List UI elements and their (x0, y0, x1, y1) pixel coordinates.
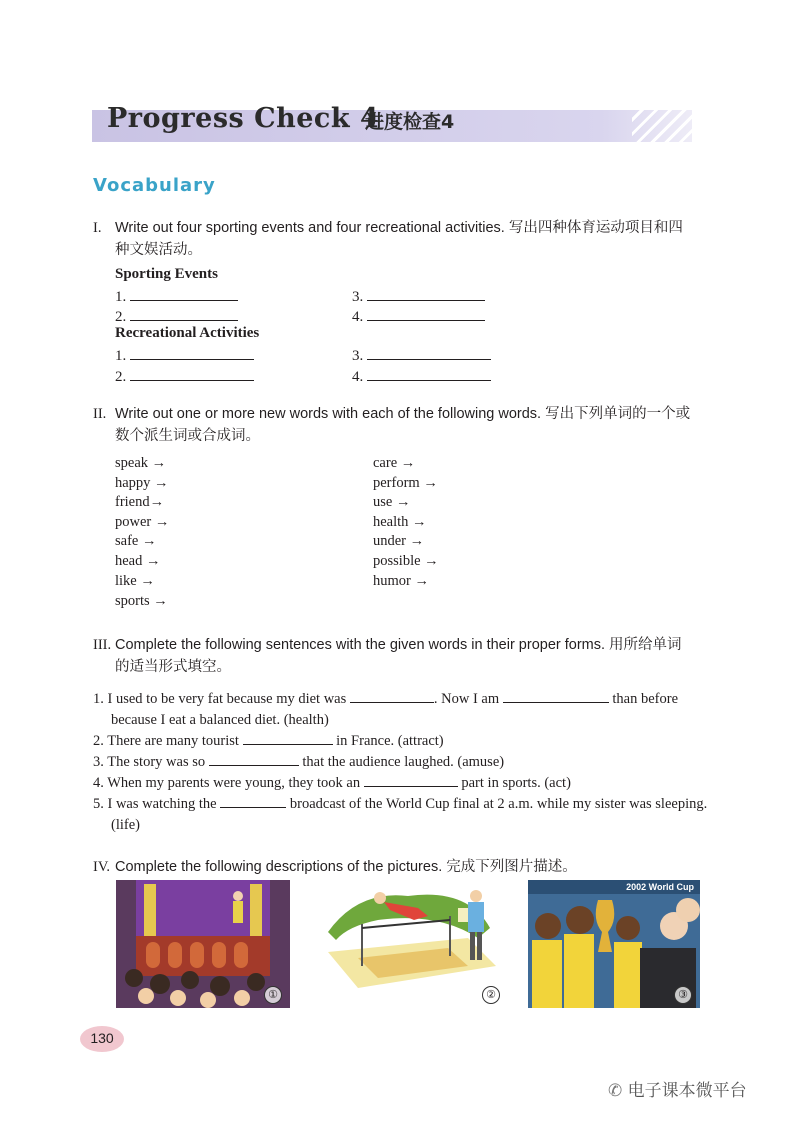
part2-numeral: II. (93, 406, 107, 422)
page-number: 130 (80, 1026, 124, 1052)
word-right-1: care → (373, 455, 416, 471)
page-title-cn: 进度检查4 (365, 111, 455, 133)
picture-high-jump (318, 880, 508, 1008)
word-left-6: head → (115, 553, 161, 569)
world-cup-illustration (528, 880, 700, 1008)
picture-world-cup (528, 880, 700, 1008)
sentence-3-blank[interactable] (209, 751, 299, 766)
word-right-6: possible → (373, 553, 439, 569)
part1-numeral: I. (93, 220, 102, 236)
sporting-blank-4[interactable]: 4. (352, 306, 485, 326)
sporting-events-label: Sporting Events (115, 266, 218, 282)
word-left-7: like → (115, 573, 155, 589)
sporting-blank-1[interactable]: 1. (115, 286, 238, 306)
word-left-3: friend→ (115, 494, 165, 510)
sentence-2-blank[interactable] (243, 730, 333, 745)
word-left-5: safe → (115, 533, 157, 549)
recreational-blank-1[interactable]: 1. (115, 345, 254, 365)
part3-instruction: III. Complete the following sentences with the given words in their proper forms. 用所给单词 的适当形式填空。 (93, 634, 723, 678)
word-left-4: power → (115, 514, 170, 530)
part1-instruction: I. Write out four sporting events and four recreational activities. 写出四种体育运动项目和四 种文娱活动。 (93, 217, 723, 261)
section-heading: Vocabulary (93, 175, 216, 196)
recreational-blank-3[interactable]: 3. (352, 345, 491, 365)
part4-instruction: IV. Complete the following descriptions of the pictures. 完成下列图片描述。 (93, 856, 723, 878)
wechat-icon: ✆ (608, 1081, 623, 1101)
sentence-3: 3. The story was so that the audience laughed. (amuse) (93, 751, 723, 773)
recreational-blank-4[interactable]: 4. (352, 366, 491, 386)
concert-illustration (116, 880, 290, 1008)
sporting-blank-2[interactable]: 2. (115, 306, 238, 326)
sentence-4: 4. When my parents were young, they took an part in sports. (act) (93, 772, 723, 794)
recreational-activities-label: Recreational Activities (115, 325, 260, 341)
recreational-blank-2[interactable]: 2. (115, 366, 254, 386)
sentence-5: 5. I was watching the broadcast of the World Cup final at 2 a.m. while my sister was sleeping. (life) (93, 793, 723, 836)
part4-numeral: IV. (93, 859, 111, 875)
picture-number-3: ③ (674, 986, 692, 1004)
sentence-5-blank[interactable] (220, 793, 286, 808)
sentence-1-blank-b[interactable] (503, 688, 609, 703)
world-cup-caption: 2002 World Cup (626, 882, 694, 892)
word-left-8: sports → (115, 593, 168, 609)
picture-concert (116, 880, 290, 1008)
picture-number-2: ② (482, 986, 500, 1004)
watermark: ✆ 电子课本微平台 (608, 1081, 747, 1101)
sporting-blank-3[interactable]: 3. (352, 286, 485, 306)
word-right-2: perform → (373, 475, 438, 491)
high-jump-illustration (318, 880, 508, 1008)
page-title: Progress Check 4 (107, 103, 380, 134)
word-right-4: health → (373, 514, 427, 530)
sentence-1-blank-a[interactable] (350, 688, 434, 703)
sentence-2: 2. There are many tourist in France. (attract) (93, 730, 723, 752)
part2-instruction: II. Write out one or more new words with each of the following words. 写出下列单词的一个或 数个派生词或合成词。 (93, 403, 723, 447)
picture-number-1: ① (264, 986, 282, 1004)
sentence-4-blank[interactable] (364, 772, 458, 787)
word-right-5: under → (373, 533, 425, 549)
word-right-7: humor → (373, 573, 429, 589)
word-left-1: speak → (115, 455, 167, 471)
word-right-3: use → (373, 494, 411, 510)
word-left-2: happy → (115, 475, 169, 491)
banner-stripes (632, 108, 702, 144)
sentence-1: 1. I used to be very fat because my diet was . Now I am than before because I eat a balanced diet. (health) (93, 688, 723, 731)
part3-numeral: III. (93, 637, 112, 653)
